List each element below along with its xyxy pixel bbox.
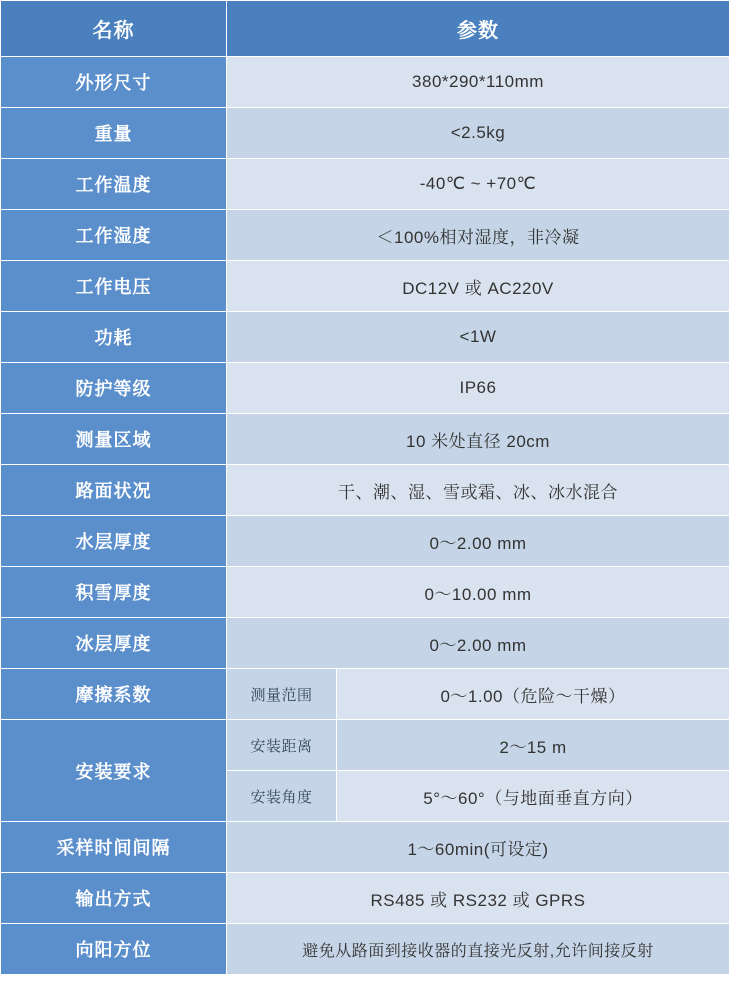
row-label: 冰层厚度 <box>1 618 227 669</box>
row-label: 工作温度 <box>1 159 227 210</box>
row-label: 测量区域 <box>1 414 227 465</box>
table-row <box>1 414 730 465</box>
row-value: 2～15 m <box>337 720 730 771</box>
row-sublabel: 测量范围 <box>227 669 337 720</box>
row-value: RS485 或 RS232 或 GPRS <box>227 873 730 924</box>
table-row <box>1 873 730 924</box>
row-label: 工作电压 <box>1 261 227 312</box>
row-value: 0～10.00 mm <box>227 567 730 618</box>
row-label: 安装要求 <box>1 720 227 822</box>
row-value: 0～2.00 mm <box>227 516 730 567</box>
table-row <box>1 57 730 108</box>
table-row <box>1 567 730 618</box>
row-value: 5°～60°（与地面垂直方向） <box>337 771 730 822</box>
row-value: DC12V 或 AC220V <box>227 261 730 312</box>
row-value: 10 米处直径 20cm <box>227 414 730 465</box>
row-label: 输出方式 <box>1 873 227 924</box>
row-value: ＜100%相对湿度，非冷凝 <box>227 210 730 261</box>
row-label: 功耗 <box>1 312 227 363</box>
table-row <box>1 261 730 312</box>
table-row <box>1 924 730 975</box>
row-value: <1W <box>227 312 730 363</box>
table-header-row <box>1 1 730 57</box>
row-value: 避免从路面到接收器的直接光反射,允许间接反射 <box>227 924 730 975</box>
row-sublabel: 安装距离 <box>227 720 337 771</box>
table-row <box>1 159 730 210</box>
row-value: 0～1.00（危险～干燥） <box>337 669 730 720</box>
row-value: 380*290*110mm <box>227 57 730 108</box>
row-value: 1～60min(可设定) <box>227 822 730 873</box>
table-row <box>1 210 730 261</box>
row-label: 采样时间间隔 <box>1 822 227 873</box>
header-cell-param: 参数 <box>227 1 730 57</box>
row-label: 防护等级 <box>1 363 227 414</box>
row-label: 重量 <box>1 108 227 159</box>
table-row <box>1 516 730 567</box>
row-sublabel: 安装角度 <box>227 771 337 822</box>
row-value: -40℃ ~ +70℃ <box>227 159 730 210</box>
row-label: 向阳方位 <box>1 924 227 975</box>
row-value: <2.5kg <box>227 108 730 159</box>
row-label: 工作湿度 <box>1 210 227 261</box>
row-label: 水层厚度 <box>1 516 227 567</box>
row-value: 干、潮、湿、雪或霜、冰、冰水混合 <box>227 465 730 516</box>
table-row <box>1 363 730 414</box>
row-label: 摩擦系数 <box>1 669 227 720</box>
table-row <box>1 618 730 669</box>
table-row <box>1 312 730 363</box>
row-label: 外形尺寸 <box>1 57 227 108</box>
header-cell-name: 名称 <box>1 1 227 57</box>
row-value: IP66 <box>227 363 730 414</box>
table-row <box>1 822 730 873</box>
row-label: 路面状况 <box>1 465 227 516</box>
table-row <box>1 465 730 516</box>
table-row <box>1 720 730 771</box>
row-value: 0～2.00 mm <box>227 618 730 669</box>
table-row <box>1 108 730 159</box>
row-label: 积雪厚度 <box>1 567 227 618</box>
table-row <box>1 669 730 720</box>
